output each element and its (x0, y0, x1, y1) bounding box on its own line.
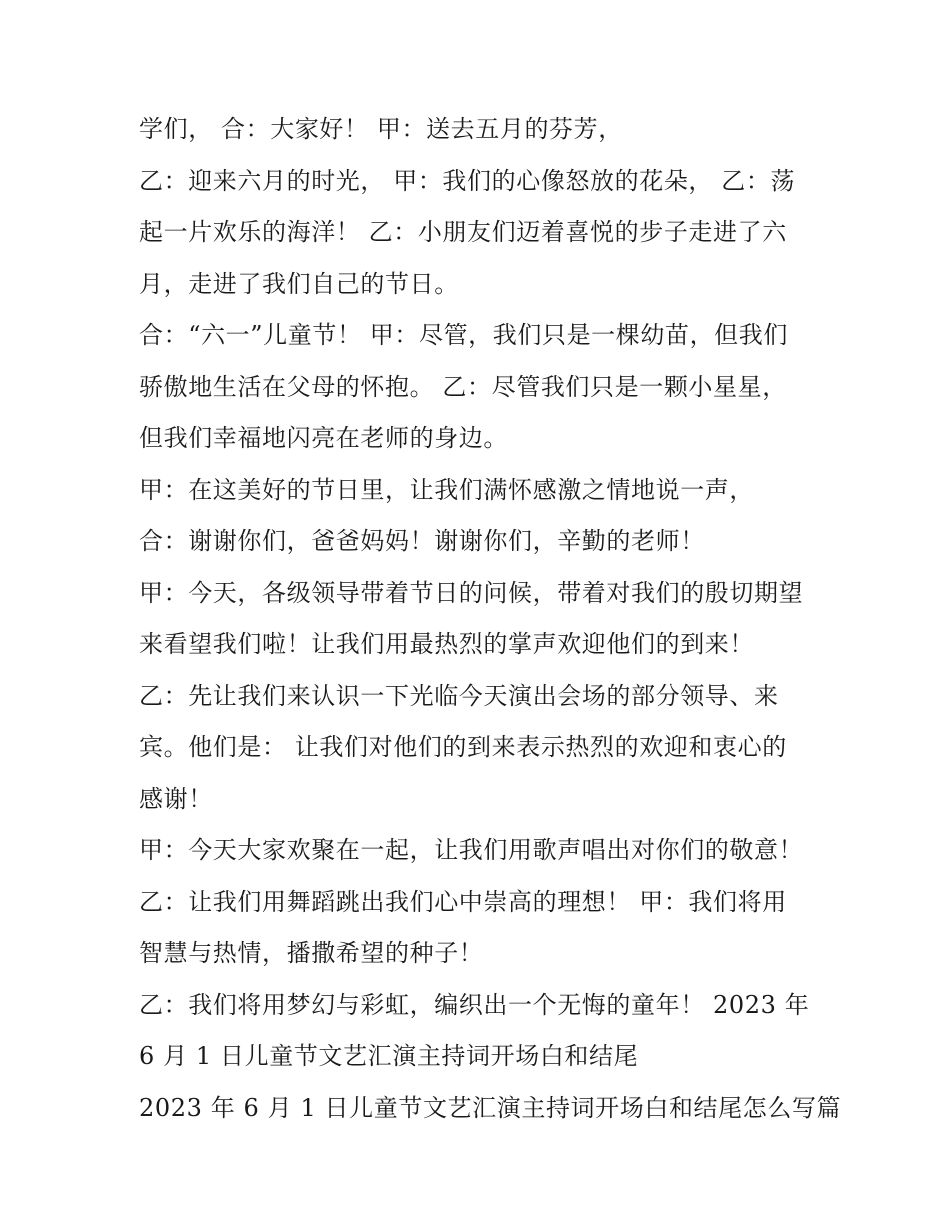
text-line: 感谢！ (139, 784, 213, 813)
text-line: 甲：今天大家欢聚在一起，让我们用歌声唱出对你们的敬意！ (139, 836, 804, 864)
text-line: 乙：迎来六月的时光， 甲：我们的心像怒放的花朵， 乙：荡 (139, 166, 796, 195)
text-line: 乙：先让我们来认识一下光临今天演出会场的部分领导、来 (139, 681, 779, 710)
document-body (139, 104, 842, 1134)
text-line: 骄傲地生活在父母的怀抱。 乙：尽管我们只是一颗小星星， (139, 372, 787, 401)
text-line: 智慧与热情，播撒希望的种子！ (139, 939, 484, 967)
text-line: 来看望我们啦！让我们用最热烈的掌声欢迎他们的到来！ (139, 630, 754, 658)
text-line: 2023 年 6 月 1 日儿童节文艺汇演主持词开场白和结尾怎么写篇 (139, 1093, 842, 1122)
text-line: 乙：让我们用舞蹈跳出我们心中崇高的理想！ 甲：我们将用 (139, 887, 787, 916)
text-line: 甲：在这美好的节日里，让我们满怀感激之情地说一声， (139, 475, 754, 504)
text-line: 宾。他们是： 让我们对他们的到来表示热烈的欢迎和衷心的 (139, 733, 787, 761)
text-line: 学们， 合：大家好！ 甲：送去五月的芬芳， (139, 115, 623, 143)
text-line: 甲：今天，各级领导带着节日的问候，带着对我们的殷切期望 (139, 578, 804, 607)
text-line: 起一片欢乐的海洋！ 乙：小朋友们迈着喜悦的步子走进了六 (139, 218, 787, 246)
text-line: 合：谢谢你们，爸爸妈妈！谢谢你们，辛勤的老师！ (139, 527, 705, 555)
text-line: 乙：我们将用梦幻与彩虹，编织出一个无悔的童年！ 2023 年 (139, 990, 810, 1019)
text-line: 但我们幸福地闪亮在老师的身边。 (139, 424, 508, 452)
text-line: 6 月 1 日儿童节文艺汇演主持词开场白和结尾 (139, 1042, 639, 1070)
text-line: 合：“六一”儿童节！ 甲：尽管，我们只是一棵幼苗，但我们 (139, 321, 788, 349)
text-line: 月，走进了我们自己的节日。 (139, 269, 459, 298)
